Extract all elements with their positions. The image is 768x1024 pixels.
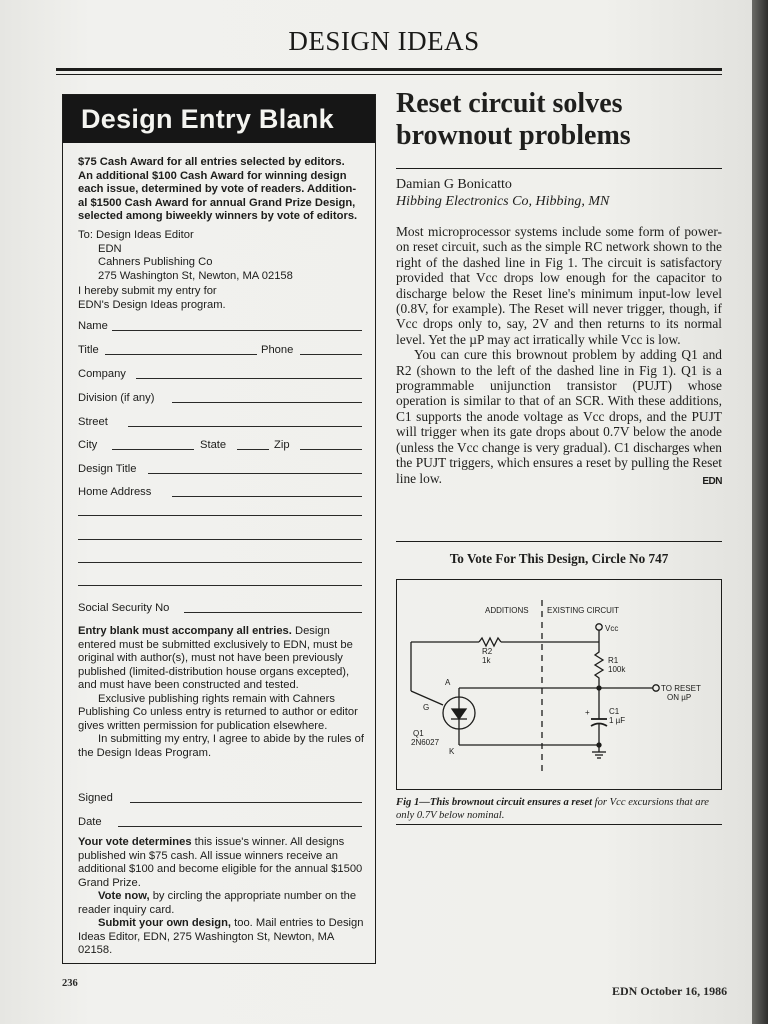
- body-paragraph: Most microprocessor systems include some form of power-on reset circuit, such as the simple RC network shown to the right of the dashed line in Fig 1. The circuit is satisfactory provided that Vcc drops low enough for the capacitor to discharge below the Reset line's minimum input-low level (0.8V, for example). The Reset will never trigger, though, if Vcc drops only to, say, 2V and then returns to its normal level. Yet the µP may act irratically while Vcc is low.: [396, 224, 722, 347]
- caption-text: for Vcc excursions that are only 0.7V below nominal.: [396, 797, 710, 821]
- vote-info: [78, 836, 366, 958]
- zip-line[interactable]: [300, 449, 362, 450]
- caption-bold: Fig 1—This brownout circuit ensures a reset: [396, 797, 593, 808]
- author-name: Damian G Bonicatto: [396, 177, 512, 192]
- city-line[interactable]: [112, 449, 194, 450]
- existing-circuit-label: EXISTING CIRCUIT: [547, 606, 620, 615]
- design-entry-blank: [62, 94, 376, 964]
- signed-field[interactable]: [78, 791, 362, 805]
- reset-output-terminal: [653, 685, 659, 691]
- date-line[interactable]: [118, 826, 362, 827]
- c1-value: 1 µF: [609, 716, 626, 725]
- c1-label: C1: [609, 707, 620, 716]
- award-text: [78, 156, 370, 224]
- company-line[interactable]: [136, 378, 362, 379]
- home-address-field[interactable]: [78, 485, 362, 499]
- body-paragraph: You can cure this brownout problem by adding Q1 and R2 (shown to the left of the dashed line in Fig 1). Q1 is a programmable unijunction transistor (PUJT) whose operation is similar to that of an SCR. With these additions, C1 supports the anode voltage as Vcc drops, and the PUJT will trigger when its gate drops about 0.7V below the anode (unless the Vcc change is very gradual). C1 discharges when the PUJT triggers, which ensures a reset by pulling the Reset line low.: [396, 347, 722, 486]
- schematic: [397, 580, 723, 791]
- signed-line[interactable]: [130, 802, 362, 803]
- state-line[interactable]: [237, 449, 269, 450]
- entry-rules: [78, 625, 366, 760]
- award-line: selected among biweekly winners by vote of editors.: [78, 210, 358, 222]
- division-line[interactable]: [172, 402, 362, 403]
- address-line: 275 Washington St, Newton, MA 02158: [98, 269, 293, 282]
- ssn-label: Social Security No: [78, 601, 170, 614]
- vcc-terminal: [596, 624, 602, 630]
- section-header: DESIGN IDEAS: [288, 26, 480, 56]
- award-line: An additional $100 Cash Award for winning design: [78, 169, 347, 182]
- title-phone-row: [78, 343, 362, 357]
- vcc-label: Vcc: [605, 624, 619, 633]
- edn-end-mark: EDN: [702, 475, 722, 487]
- rules-text: Exclusive publishing rights remain with Cahners Publishing Co unless entry is returned to author or editor gives written permission for publication elsewhere.: [78, 692, 358, 732]
- author-affiliation: Hibbing Electronics Co, Hibbing, MN: [396, 194, 610, 209]
- anode-label: A: [445, 678, 451, 687]
- street-label: Street: [78, 415, 108, 428]
- home-address-line[interactable]: [172, 496, 362, 497]
- r1-resistor: [595, 642, 603, 688]
- division-field[interactable]: [78, 391, 362, 405]
- address-line: Cahners Publishing Co: [98, 256, 213, 268]
- address-blank-line[interactable]: [78, 562, 362, 563]
- vote-info-bold: Submit your own design,: [98, 917, 232, 929]
- page-edge-shadow: [752, 0, 768, 1024]
- vote-info-bold: Your vote determines: [78, 836, 192, 848]
- r2-value: 1k: [482, 656, 491, 665]
- title-line[interactable]: [105, 354, 257, 355]
- q1-part-label: 2N6027: [411, 738, 440, 747]
- to-label: To: Design Ideas Editor: [78, 229, 194, 241]
- street-field[interactable]: [78, 415, 362, 429]
- award-line: al $1500 Cash Award for annual Grand Prize Design,: [78, 196, 356, 209]
- city-label: City: [78, 438, 98, 451]
- division-label: Division (if any): [78, 391, 155, 404]
- gate-label: G: [423, 703, 430, 712]
- submit-line: EDN's Design Ideas program.: [78, 298, 226, 311]
- award-line: each issue, determined by vote of readers. Addition-: [78, 183, 357, 195]
- design-title-line[interactable]: [148, 473, 362, 474]
- home-address-label: Home Address: [78, 485, 152, 498]
- issue-date: EDN October 16, 1986: [612, 984, 728, 998]
- submit-statement: [78, 285, 370, 312]
- name-line[interactable]: [112, 330, 362, 331]
- caption-rule: [396, 824, 722, 825]
- r1-label: R1: [608, 656, 619, 665]
- rules-text: Design entered must be submitted exclusively to EDN, must be original with author(s), must not have been previously published (limited-distribution house organs excepted), and must have been constructed and tested.: [78, 625, 353, 691]
- vote-line: To Vote For This Design, Circle No 747: [449, 551, 669, 566]
- award-line: $75 Cash Award for all entries selected by editors.: [78, 156, 345, 168]
- vote-rule: [396, 541, 722, 542]
- entry-blank-title: Design Entry Blank: [63, 95, 375, 143]
- signed-label: Signed: [78, 791, 113, 804]
- phone-line[interactable]: [300, 354, 362, 355]
- ssn-field[interactable]: [78, 601, 362, 615]
- rules-bold: Entry blank must accompany all entries.: [78, 625, 292, 637]
- page-number: 236: [62, 978, 78, 989]
- cathode-label: K: [449, 747, 455, 756]
- header-rule-thick: [56, 68, 722, 71]
- address-blank-line[interactable]: [78, 539, 362, 540]
- article-title: Reset circuit solves brownout problems: [396, 88, 631, 151]
- q1-label: Q1: [413, 729, 424, 738]
- design-title-label: Design Title: [78, 462, 137, 475]
- circuit-figure: [396, 579, 722, 790]
- vote-info-text: by circling the appropriate number on the reader inquiry card.: [78, 890, 357, 916]
- name-field[interactable]: [78, 319, 362, 333]
- article-body: [396, 224, 722, 489]
- figure-caption: [396, 796, 726, 822]
- additions-label: ADDITIONS: [485, 606, 529, 615]
- ssn-line[interactable]: [184, 612, 362, 613]
- city-state-zip-row: [78, 438, 362, 452]
- company-field[interactable]: [78, 367, 362, 381]
- title-label: Title: [78, 343, 99, 356]
- vote-info-text: too. Mail entries to Design Ideas Editor, EDN, 275 Washington St, Newton, MA 02158.: [78, 917, 364, 956]
- vote-info-bold: Vote now,: [98, 890, 150, 902]
- submit-line: I hereby submit my entry for: [78, 285, 217, 297]
- on-up-label: ON µP: [667, 693, 692, 702]
- address-line: EDN: [98, 242, 122, 255]
- design-title-field[interactable]: [78, 462, 362, 476]
- name-label: Name: [78, 319, 108, 332]
- zip-label: Zip: [274, 438, 290, 451]
- r2-label: R2: [482, 647, 493, 656]
- title-rule: [396, 168, 722, 169]
- r2-resistor: [479, 638, 501, 646]
- rules-text: In submitting my entry, I agree to abide by the rules of the Design Ideas Program.: [78, 733, 364, 759]
- address-blank-line[interactable]: [78, 515, 362, 516]
- header-rule-thin: [56, 74, 722, 75]
- phone-label: Phone: [261, 343, 294, 356]
- date-label: Date: [78, 815, 102, 828]
- c1-plus-label: +: [585, 708, 590, 717]
- address-blank-line[interactable]: [78, 585, 362, 586]
- r1-value: 100k: [608, 665, 626, 674]
- mailing-address: [78, 229, 370, 283]
- state-label: State: [200, 438, 227, 451]
- to-reset-label: TO RESET: [661, 684, 701, 693]
- vote-info-text: this issue's winner. All designs published win $75 cash. All issue winners receive an additional $100 and become eligible for the annual $1500 Grand Prize.: [78, 836, 363, 889]
- street-line[interactable]: [128, 426, 362, 427]
- company-label: Company: [78, 367, 126, 380]
- date-field[interactable]: [78, 815, 362, 829]
